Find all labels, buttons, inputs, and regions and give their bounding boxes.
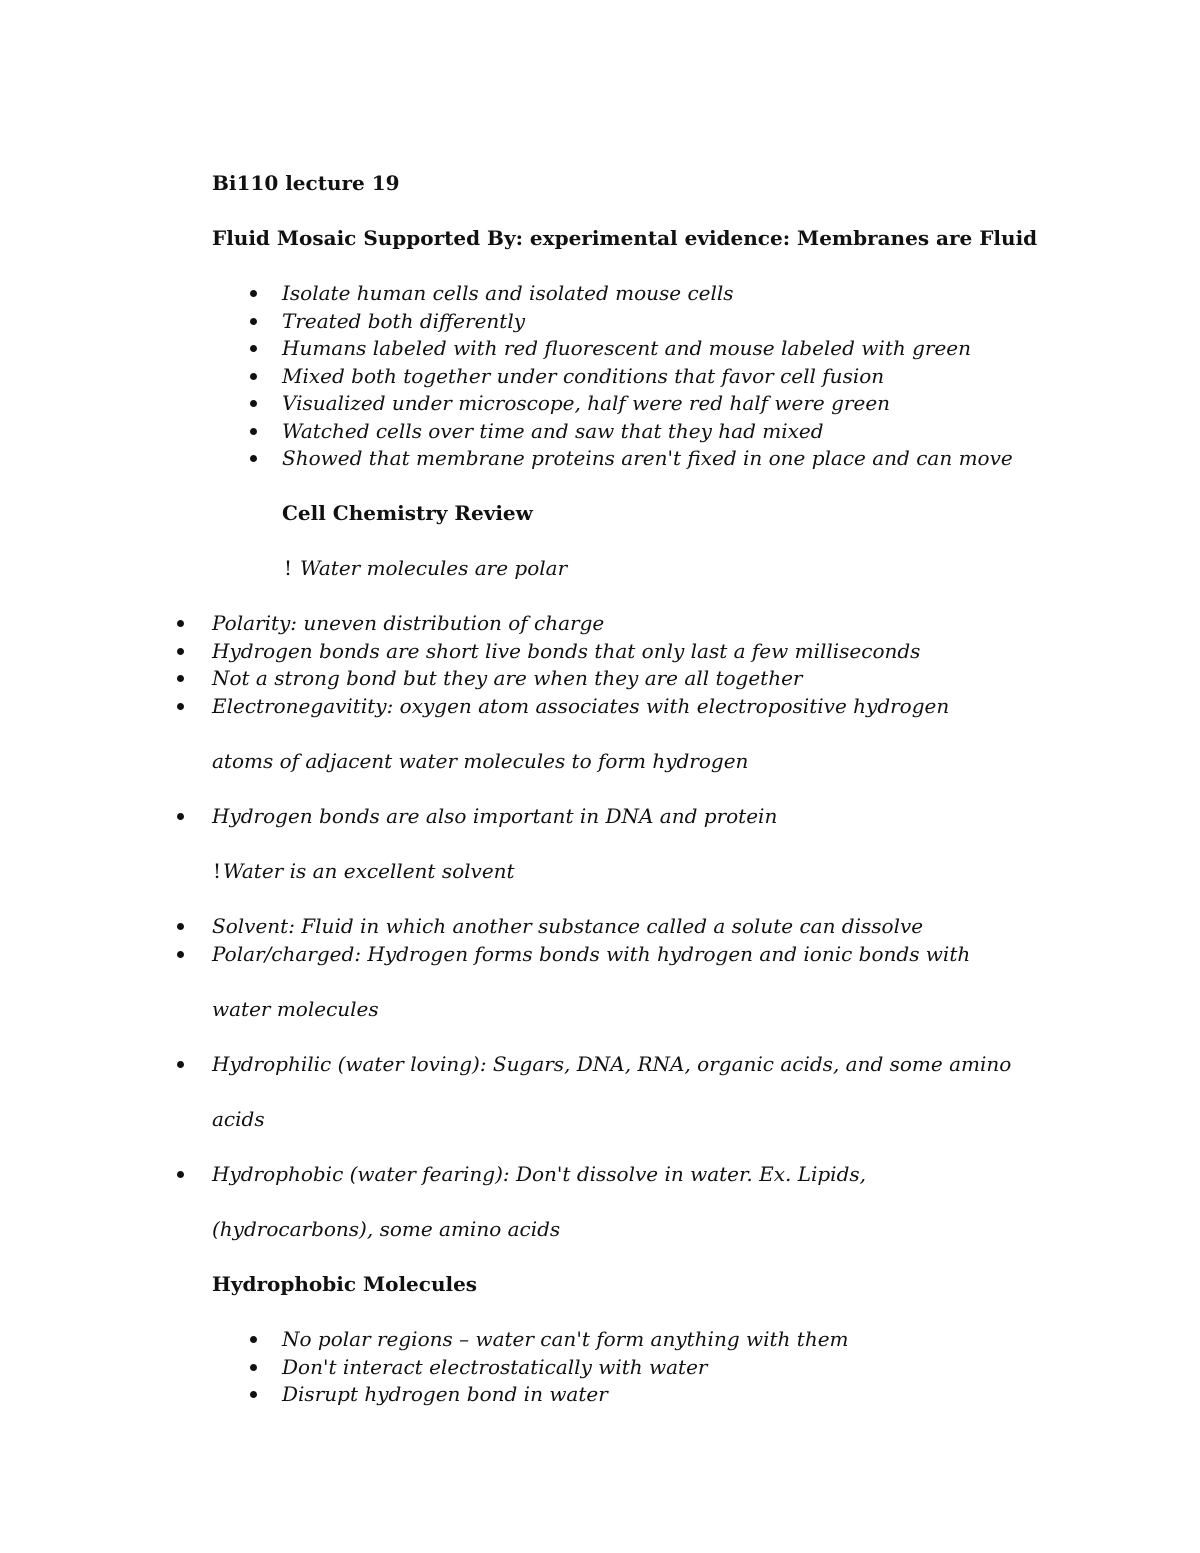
- bullet-dot: [177, 923, 184, 930]
- bullet-dot: [177, 703, 184, 710]
- hydrophobic-molecules-heading: Hydrophobic Molecules: [212, 1272, 478, 1296]
- cell-chemistry-heading: Cell Chemistry Review: [282, 501, 533, 525]
- list-item: Visualized under microscope, half were red half were green: [282, 391, 891, 415]
- exclamation-marker: !: [284, 556, 293, 580]
- bullet-dot: [250, 400, 257, 407]
- list-item: Disrupt hydrogen bond in water: [282, 1382, 608, 1406]
- bullet-dot: [177, 648, 184, 655]
- bullet-dot: [177, 951, 184, 958]
- bullet-dot: [250, 345, 257, 352]
- water-solvent-text: Water is an excellent solvent: [223, 859, 515, 883]
- bullet-dot: [250, 428, 257, 435]
- bullet-dot: [250, 1391, 257, 1398]
- list-item: Isolate human cells and isolated mouse cells: [282, 281, 734, 305]
- list-item: Mixed both together under conditions that favor cell fusion: [282, 364, 885, 388]
- list-item: Hydrophilic (water loving): Sugars, DNA, RNA, organic acids, and some amino: [212, 1052, 1012, 1076]
- list-item: Hydrogen bonds are also important in DNA and protein: [212, 804, 778, 828]
- bullet-dot: [250, 455, 257, 462]
- list-item: Treated both differently: [282, 309, 526, 333]
- continuation-text: (hydrocarbons), some amino acids: [212, 1217, 561, 1241]
- fluid-mosaic-heading: Fluid Mosaic Supported By: experimental evidence: Membranes are Fluid: [212, 226, 1038, 250]
- list-item: Solvent: Fluid in which another substance called a solute can dissolve: [212, 914, 924, 938]
- bullet-dot: [250, 373, 257, 380]
- water-polar-text: Water molecules are polar: [300, 556, 568, 580]
- bullet-dot: [250, 1336, 257, 1343]
- list-item: Polarity: uneven distribution of charge: [212, 611, 605, 635]
- exclamation-marker: !: [213, 859, 222, 883]
- continuation-text: acids: [212, 1107, 265, 1131]
- continuation-text: water molecules: [212, 997, 379, 1021]
- list-item: Polar/charged: Hydrogen forms bonds with hydrogen and ionic bonds with: [212, 942, 971, 966]
- list-item: Humans labeled with red fluorescent and mouse labeled with green: [282, 336, 972, 360]
- continuation-text: atoms of adjacent water molecules to form hydrogen: [212, 749, 749, 773]
- list-item: Watched cells over time and saw that they had mixed: [282, 419, 824, 443]
- bullet-dot: [177, 1061, 184, 1068]
- bullet-dot: [250, 290, 257, 297]
- document-title: Bi110 lecture 19: [212, 171, 400, 195]
- water-solvent-note: [213, 858, 515, 886]
- list-item: Don't interact electrostatically with water: [282, 1355, 708, 1379]
- list-item: Not a strong bond but they are when they are all together: [212, 666, 803, 690]
- list-item: Electronegavitity: oxygen atom associates with electropositive hydrogen: [212, 694, 950, 718]
- bullet-dot: [177, 675, 184, 682]
- bullet-dot: [177, 1171, 184, 1178]
- list-item: Hydrogen bonds are short live bonds that only last a few milliseconds: [212, 639, 921, 663]
- bullet-dot: [250, 318, 257, 325]
- list-item: Showed that membrane proteins aren't fixed in one place and can move: [282, 446, 1013, 470]
- water-polar-note: [284, 555, 567, 583]
- bullet-dot: [177, 620, 184, 627]
- list-item: Hydrophobic (water fearing): Don't dissolve in water. Ex. Lipids,: [212, 1162, 866, 1186]
- bullet-dot: [177, 813, 184, 820]
- bullet-dot: [250, 1364, 257, 1371]
- list-item: No polar regions – water can't form anything with them: [282, 1327, 849, 1351]
